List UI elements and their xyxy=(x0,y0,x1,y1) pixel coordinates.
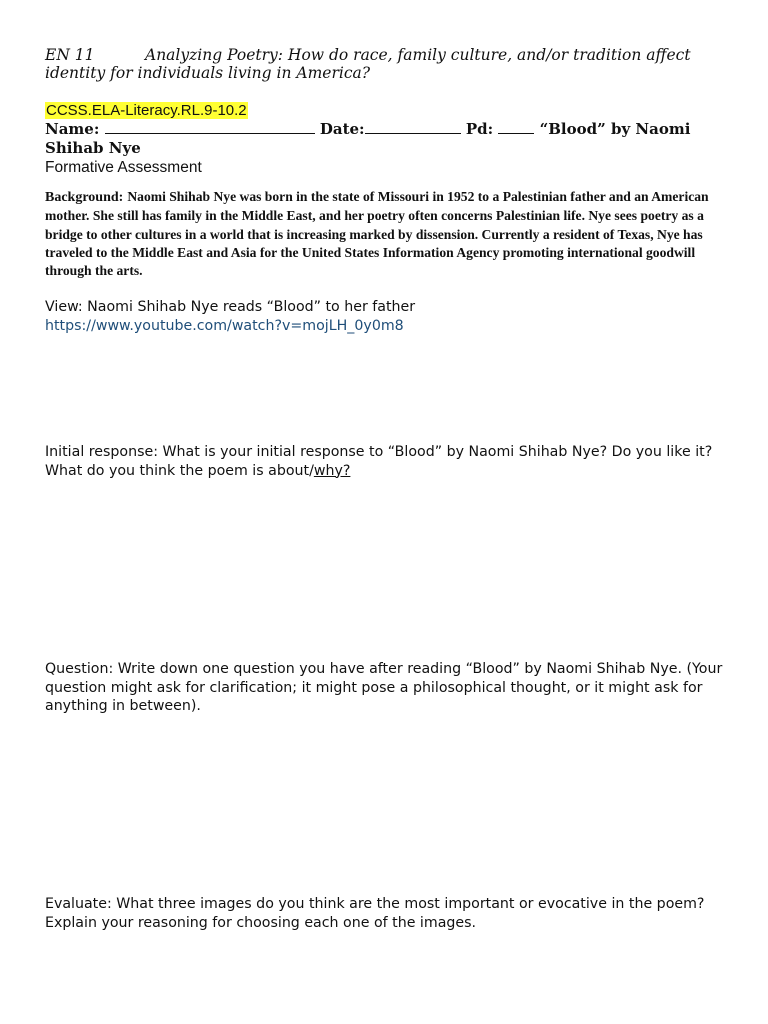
standard-row xyxy=(45,102,725,120)
name-date-line xyxy=(45,120,725,158)
initial-response-text: Initial response: What is your initial response to “Blood” by Naomi Shihab Nye? Do you like it? What do you think the poem is about/ xyxy=(45,444,713,479)
initial-response-why: why? xyxy=(313,462,351,479)
evaluate-prompt: Evaluate: What three images do you think are the most important or evocative in the poem? Explain your reasoning for choosing each one of the images. xyxy=(45,896,705,931)
worksheet-title: Analyzing Poetry: How do race, family culture, and/or tradition affect identity for individuals living in America? xyxy=(45,46,691,82)
name-label: Name: xyxy=(45,120,100,138)
view-text: View: Naomi Shihab Nye reads “Blood” to her father xyxy=(45,299,416,315)
worksheet-header xyxy=(45,46,725,82)
background-text: Naomi Shihab Nye was born in the state of Missouri in 1952 to a Palestinian father and an American mother. She still has family in the Middle East, and her poetry often concerns Palestinian life. Nye sees poetry as a bridge to other cultures in a world that is increasing marked by dissension. Currently a resident of Texas, Nye has traveled to the Middle East and Asia for the United States Information Agency promoting international goodwill through the arts. xyxy=(45,189,709,279)
video-link[interactable]: https://www.youtube.com/watch?v=mojLH_0y0m8 xyxy=(45,317,404,334)
date-blank[interactable] xyxy=(365,121,461,134)
background-paragraph xyxy=(45,188,725,280)
initial-response-section xyxy=(45,443,725,480)
date-label: Date: xyxy=(319,120,365,138)
view-section xyxy=(45,298,725,335)
poem-title: “Blood” by Naomi Shihab Nye xyxy=(45,120,691,157)
name-blank[interactable] xyxy=(105,121,315,134)
question-section xyxy=(45,660,725,716)
standard-highlight: CCSS.ELA-Literacy.RL.9-10.2 xyxy=(46,102,247,119)
question-prompt: Question: Write down one question you have after reading “Blood” by Naomi Shihab Nye. (Your question might ask for clarification; it might pose a philosophical thought, or it might ask for anything in between). xyxy=(45,661,723,714)
initial-response-prompt xyxy=(45,443,725,480)
assessment-type: Formative Assessment xyxy=(45,159,202,176)
course-code: EN 11 xyxy=(45,46,95,64)
evaluate-section xyxy=(45,895,725,932)
period-blank[interactable] xyxy=(498,121,534,134)
worksheet-page xyxy=(45,46,725,931)
background-label: Background: xyxy=(45,190,124,205)
period-label: Pd: xyxy=(465,120,494,138)
